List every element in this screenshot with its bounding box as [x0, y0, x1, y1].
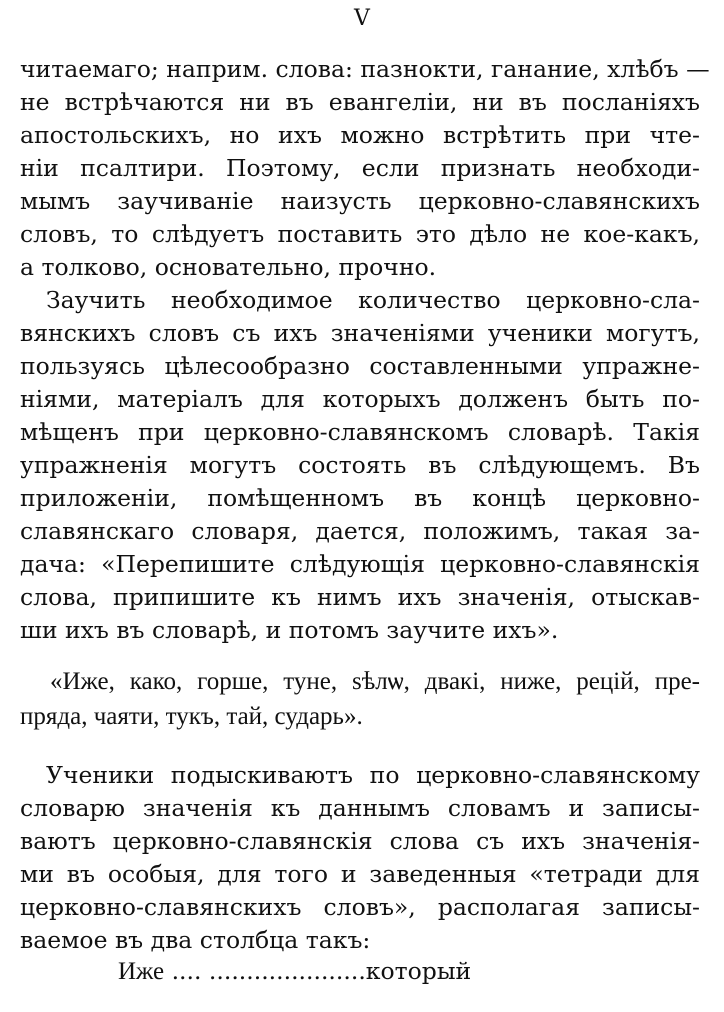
- paragraph-1-line-4: ніи псалтири. Поэтому, если признать необходи-: [20, 154, 700, 182]
- paragraph-1-line-2: не встрѣчаются ни въ евангеліи, ни въ посланіяхъ: [20, 88, 700, 116]
- paragraph-3-line-3: ваютъ церковно-славянскія слова съ ихъ значенія-: [20, 827, 700, 855]
- paragraph-3-line-1: Ученики подыскиваютъ по церковно-славянскому: [46, 761, 700, 789]
- paragraph-2-line-7: приложеніи, помѣщенномъ въ концѣ церковно-: [20, 484, 700, 512]
- paragraph-1-line-7: а толково, основательно, прочно.: [20, 253, 437, 281]
- paragraph-2-line-1: Заучить необходимое количество церковно-сла-: [46, 286, 700, 314]
- paragraph-3-line-6: ваемое въ два столбца такъ:: [20, 926, 371, 954]
- paragraph-1-line-6: словъ, то слѣдуетъ поставить это дѣло не кое-какъ,: [20, 220, 700, 248]
- paragraph-2-line-2: вянскихъ словъ съ ихъ значеніями ученики могутъ,: [20, 319, 700, 347]
- page-number: V: [354, 6, 370, 31]
- paragraph-3-line-5: церковно-славянскихъ словъ», располагая записы-: [20, 893, 700, 921]
- paragraph-1-line-3: апостольскихъ, но ихъ можно встрѣтить при чте-: [20, 121, 700, 149]
- paragraph-3-line-4: ми въ особыя, для того и заведенныя «тетради для: [20, 860, 700, 888]
- paragraph-2-line-8: славянскаго словаря, дается, положимъ, такая за-: [20, 517, 700, 545]
- paragraph-2-line-11: ши ихъ въ словарѣ, и потомъ заучите ихъ».: [20, 616, 559, 644]
- slavonic-quote-line-1: «Иже, како, горше, туне, ѕѣлѡ, двакі, ниже, рецій, пре-: [50, 668, 700, 695]
- slavonic-quote-line-2: пряда, чаяти, тукъ, тай, сударь».: [20, 703, 363, 730]
- paragraph-2-line-10: слова, припишите къ нимъ ихъ значенія, отыскав-: [20, 583, 700, 611]
- paragraph-2-line-5: мѣщенъ при церковно-славянскомъ словарѣ. Такія: [20, 418, 700, 446]
- paragraph-2-line-4: ніями, матеріалъ для которыхъ долженъ быть по-: [20, 385, 700, 413]
- example-row: [118, 956, 471, 987]
- example-word: Иже: [118, 958, 165, 985]
- example-meaning: который: [365, 957, 472, 985]
- example-dot-leader: .... .....................: [164, 957, 366, 985]
- paragraph-1-line-5: мымъ заучиваніе наизусть церковно-славянскихъ: [20, 187, 700, 215]
- paragraph-2-line-9: дача: «Перепишите слѣдующія церковно-славянскія: [20, 550, 700, 578]
- paragraph-2-line-6: упражненія могутъ состоять въ слѣдующемъ. Въ: [20, 451, 700, 479]
- paragraph-3-line-2: словарю значенія къ даннымъ словамъ и записы-: [20, 794, 700, 822]
- paragraph-1-line-1: читаемаго; наприм. слова: пазнокти, ганание, хлѣбъ —: [20, 55, 710, 83]
- paragraph-2-line-3: пользуясь цѣлесообразно составленными упражне-: [20, 352, 700, 380]
